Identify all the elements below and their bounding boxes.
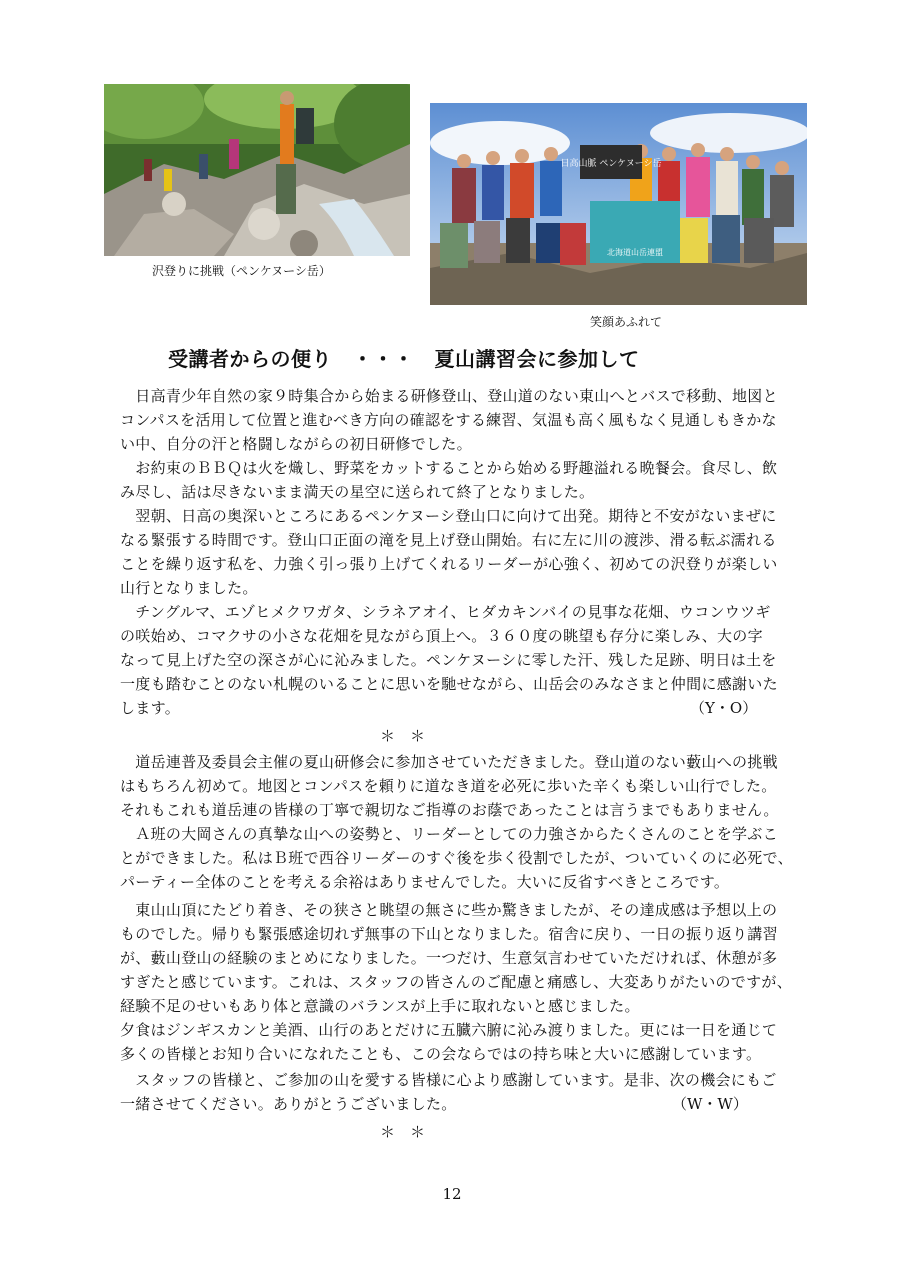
- body-line: 経験不足のせいもあり体と意識のバランスが上手に取れないと感じました。: [120, 997, 640, 1015]
- body-line: ものでした。帰りも緊張感途切れず無事の下山となりました。宿舎に戻り、一日の振り返り講習: [120, 925, 778, 943]
- body-line: とができました。私はＢ班で西谷リーダーのすぐ後を歩く役割でしたが、ついていくのに必死で、: [120, 849, 793, 867]
- stream-climb-image: [104, 84, 410, 256]
- body-line: 一緒させてください。ありがとうございました。: [120, 1095, 457, 1113]
- body-line: み尽し、話は尽きないまま満天の星空に送られて終了となりました。: [120, 483, 595, 501]
- banner-text: 北海道山岳連盟: [607, 248, 663, 257]
- body-line: 夕食はジンギスカンと美酒、山行のあとだけに五臓六腑に沁み渡りました。更には一日を通じて: [120, 1021, 778, 1039]
- page-number: 12: [442, 1185, 462, 1203]
- body-line: スタッフの皆様と、ご参加の山を愛する皆様に心より感謝しています。是非、次の機会にもご: [120, 1071, 777, 1089]
- article-title: 受講者からの便り ・・・ 夏山講習会に参加して: [168, 347, 640, 371]
- body-line: 山行となりました。: [120, 579, 258, 597]
- body-line: の咲始め、コマクサの小さな花畑を見ながら頂上へ。３６０度の眺望も存分に楽しみ、大の字: [120, 627, 763, 645]
- body-line: コンパスを活用して位置と進むべき方向の確認をする練習、気温も高く風もなく見通しもきかな: [120, 411, 777, 429]
- body-line: パーティー全体のことを考える余裕はありませんでした。大いに反省すべきところです。: [120, 873, 730, 891]
- photo-caption: 沢登りに挑戦（ペンケヌーシ岳）: [152, 264, 331, 278]
- body-line: はもちろん初めて。地図とコンパスを頼りに道なき道を必死に歩いた辛くも楽しい山行でした。: [120, 777, 777, 795]
- body-line: 道岳連普及委員会主催の夏山研修会に参加させていただきました。登山道のない藪山への挑戦: [120, 753, 778, 771]
- summit-sign-text: 日高山脈 ペンケヌーシ岳: [560, 159, 662, 169]
- body-line: なって見上げた空の深さが心に沁みました。ペンケヌーシに零した汗、残した足跡、明日は土を: [120, 651, 777, 669]
- group-summit-image: [430, 103, 807, 305]
- body-line: が、藪山登山の経験のまとめになりました。一つだけ、生意気言わせていただければ、休憩が多: [120, 949, 778, 967]
- body-line: Ａ班の大岡さんの真摯な山への姿勢と、リーダーとしての力強さからたくさんのことを学ぶこ: [120, 825, 778, 843]
- body-line: 多くの皆様とお知り合いになれたことも、この会ならではの持ち味と大いに感謝しています。: [120, 1045, 762, 1063]
- photo-group-summit: [430, 103, 807, 305]
- section-separator: ＊ ＊: [380, 1123, 426, 1141]
- author-signature: （W・W）: [672, 1095, 748, 1113]
- body-line: 日高青少年自然の家９時集合から始まる研修登山、登山道のない東山へとバスで移動、地図と: [120, 387, 778, 405]
- body-line: なる緊張する時間です。登山口正面の滝を見上げ登山開始。右に左に川の渡渉、滑る転ぶ濡れる: [120, 531, 777, 549]
- body-line: チングルマ、エゾヒメクワガタ、シラネアオイ、ヒダカキンバイの見事な花畑、ウコンウツギ: [120, 603, 771, 621]
- author-signature: （Y・O）: [690, 699, 758, 717]
- body-line: すぎたと感じています。これは、スタッフの皆さんのご配慮と痛感し、大変ありがたいのですが、: [120, 973, 793, 991]
- section-separator: ＊ ＊: [380, 727, 426, 745]
- photo-stream-climb: [104, 84, 410, 256]
- body-line: 東山山頂にたどり着き、その狭さと眺望の無さに些か驚きましたが、その達成感は予想以上の: [120, 901, 778, 919]
- body-line: それもこれも道岳連の皆様の丁寧で親切なご指導のお蔭であったことは言うまでもありません。: [120, 801, 779, 819]
- body-line: 一度も踏むことのない札幌のいることに思いを馳せながら、山岳会のみなさまと仲間に感謝いた: [120, 675, 778, 693]
- body-line: 翌朝、日高の奥深いところにあるペンケヌーシ登山口に向けて出発。期待と不安がないまぜに: [120, 507, 777, 525]
- body-line: します。: [120, 699, 181, 717]
- photo-caption: 笑顔あふれて: [590, 315, 663, 329]
- body-line: ことを繰り返す私を、力強く引っ張り上げてくれるリーダーが心強く、初めての沢登りが楽しい: [120, 555, 778, 573]
- body-line: お約束のＢＢＱは火を熾し、野菜をカットすることから始める野趣溢れる晩餐会。食尽し、飲: [120, 459, 778, 477]
- body-line: い中、自分の汗と格闘しながらの初日研修でした。: [120, 435, 472, 453]
